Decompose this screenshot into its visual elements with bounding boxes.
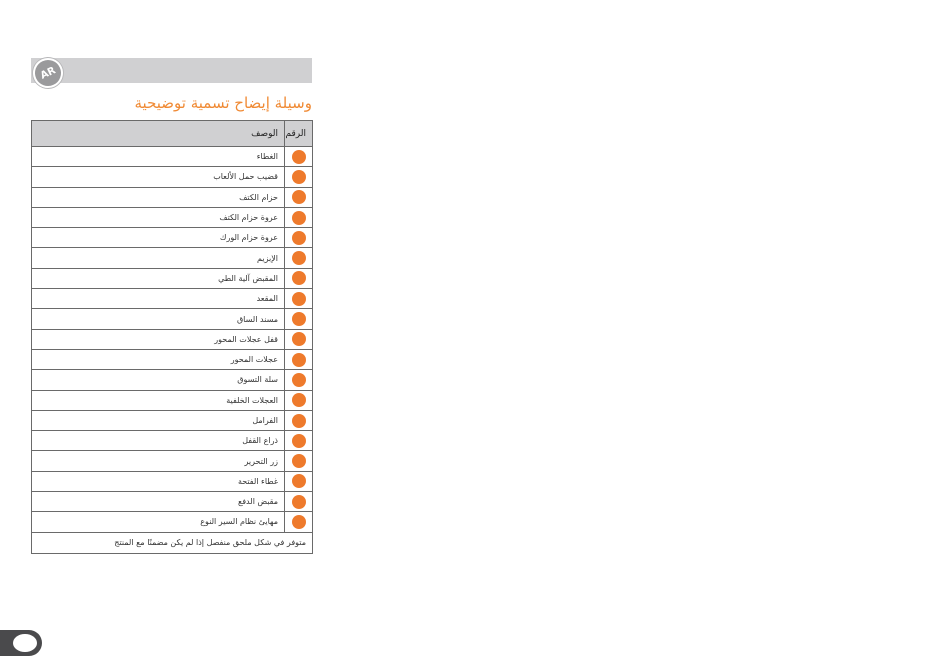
item-description: عروة حزام الورك: [32, 228, 285, 248]
table-row: [32, 431, 313, 451]
table-row: [32, 471, 313, 491]
item-number-cell: [285, 147, 313, 167]
table-header-row: [32, 121, 313, 147]
table-row: [32, 187, 313, 207]
column-header-description: الوصف: [32, 121, 285, 147]
orange-dot-icon: [292, 373, 306, 387]
table-row: [32, 207, 313, 227]
table-row: [32, 329, 313, 349]
orange-dot-icon: [292, 231, 306, 245]
footnote-text: متوفر في شكل ملحق منفصل إذا لم يكن مضمنًا مع المنتج: [32, 532, 313, 553]
orange-dot-icon: [292, 515, 306, 529]
item-number-cell: [285, 187, 313, 207]
orange-dot-icon: [292, 332, 306, 346]
language-bar: [31, 58, 312, 83]
item-number-cell: [285, 289, 313, 309]
table-row: [32, 248, 313, 268]
table-row: [32, 309, 313, 329]
orange-dot-icon: [292, 150, 306, 164]
table-row: [32, 349, 313, 369]
item-description: قفل عجلات المحور: [32, 329, 285, 349]
item-number-cell: [285, 492, 313, 512]
table-row: [32, 410, 313, 430]
table-row: [32, 370, 313, 390]
orange-dot-icon: [292, 474, 306, 488]
orange-dot-icon: [292, 353, 306, 367]
item-number-cell: [285, 268, 313, 288]
item-description: مسند الساق: [32, 309, 285, 329]
item-description: زر التحرير: [32, 451, 285, 471]
table-row: [32, 512, 313, 532]
item-description: سلة التسوق: [32, 370, 285, 390]
item-description: الفرامل: [32, 410, 285, 430]
orange-dot-icon: [292, 454, 306, 468]
table-row: [32, 167, 313, 187]
item-number-cell: [285, 451, 313, 471]
item-number-cell: [285, 471, 313, 491]
item-number-cell: [285, 349, 313, 369]
item-number-cell: [285, 390, 313, 410]
item-number-cell: [285, 167, 313, 187]
table-row: [32, 147, 313, 167]
item-description: الإبزيم: [32, 248, 285, 268]
table-row: [32, 268, 313, 288]
column-header-number: الرقم: [285, 121, 313, 147]
orange-dot-icon: [292, 312, 306, 326]
table-body: [32, 147, 313, 554]
page-number-tab: [0, 630, 42, 656]
item-description: الغطاء: [32, 147, 285, 167]
table-row: [32, 228, 313, 248]
orange-dot-icon: [292, 211, 306, 225]
item-number-cell: [285, 329, 313, 349]
item-description: عروة حزام الكتف: [32, 207, 285, 227]
orange-dot-icon: [292, 170, 306, 184]
orange-dot-icon: [292, 414, 306, 428]
item-description: مهايئ نظام السير النوع: [32, 512, 285, 532]
item-number-cell: [285, 248, 313, 268]
language-code: AR: [38, 64, 58, 82]
item-number-cell: [285, 228, 313, 248]
orange-dot-icon: [292, 495, 306, 509]
table-row: [32, 390, 313, 410]
item-description: عجلات المحور: [32, 349, 285, 369]
orange-dot-icon: [292, 251, 306, 265]
table-row: [32, 289, 313, 309]
item-number-cell: [285, 410, 313, 430]
item-description: غطاء الفتحة: [32, 471, 285, 491]
orange-dot-icon: [292, 393, 306, 407]
orange-dot-icon: [292, 292, 306, 306]
orange-dot-icon: [292, 434, 306, 448]
table-row: [32, 451, 313, 471]
orange-dot-icon: [292, 271, 306, 285]
item-number-cell: [285, 370, 313, 390]
item-description: العجلات الخلفية: [32, 390, 285, 410]
item-description: قضيب حمل الألعاب: [32, 167, 285, 187]
item-description: المقبض آلية الطي: [32, 268, 285, 288]
item-description: حزام الكتف: [32, 187, 285, 207]
item-description: مقبض الدفع: [32, 492, 285, 512]
item-number-cell: [285, 309, 313, 329]
item-description: ذراع القفل: [32, 431, 285, 451]
item-number-cell: [285, 207, 313, 227]
section-title: وسيلة إيضاح تسمية توضيحية: [134, 94, 312, 112]
item-description: المقعد: [32, 289, 285, 309]
item-number-cell: [285, 431, 313, 451]
footnote-row: [32, 532, 313, 553]
parts-table: [31, 120, 313, 554]
orange-dot-icon: [292, 190, 306, 204]
table-row: [32, 492, 313, 512]
item-number-cell: [285, 512, 313, 532]
